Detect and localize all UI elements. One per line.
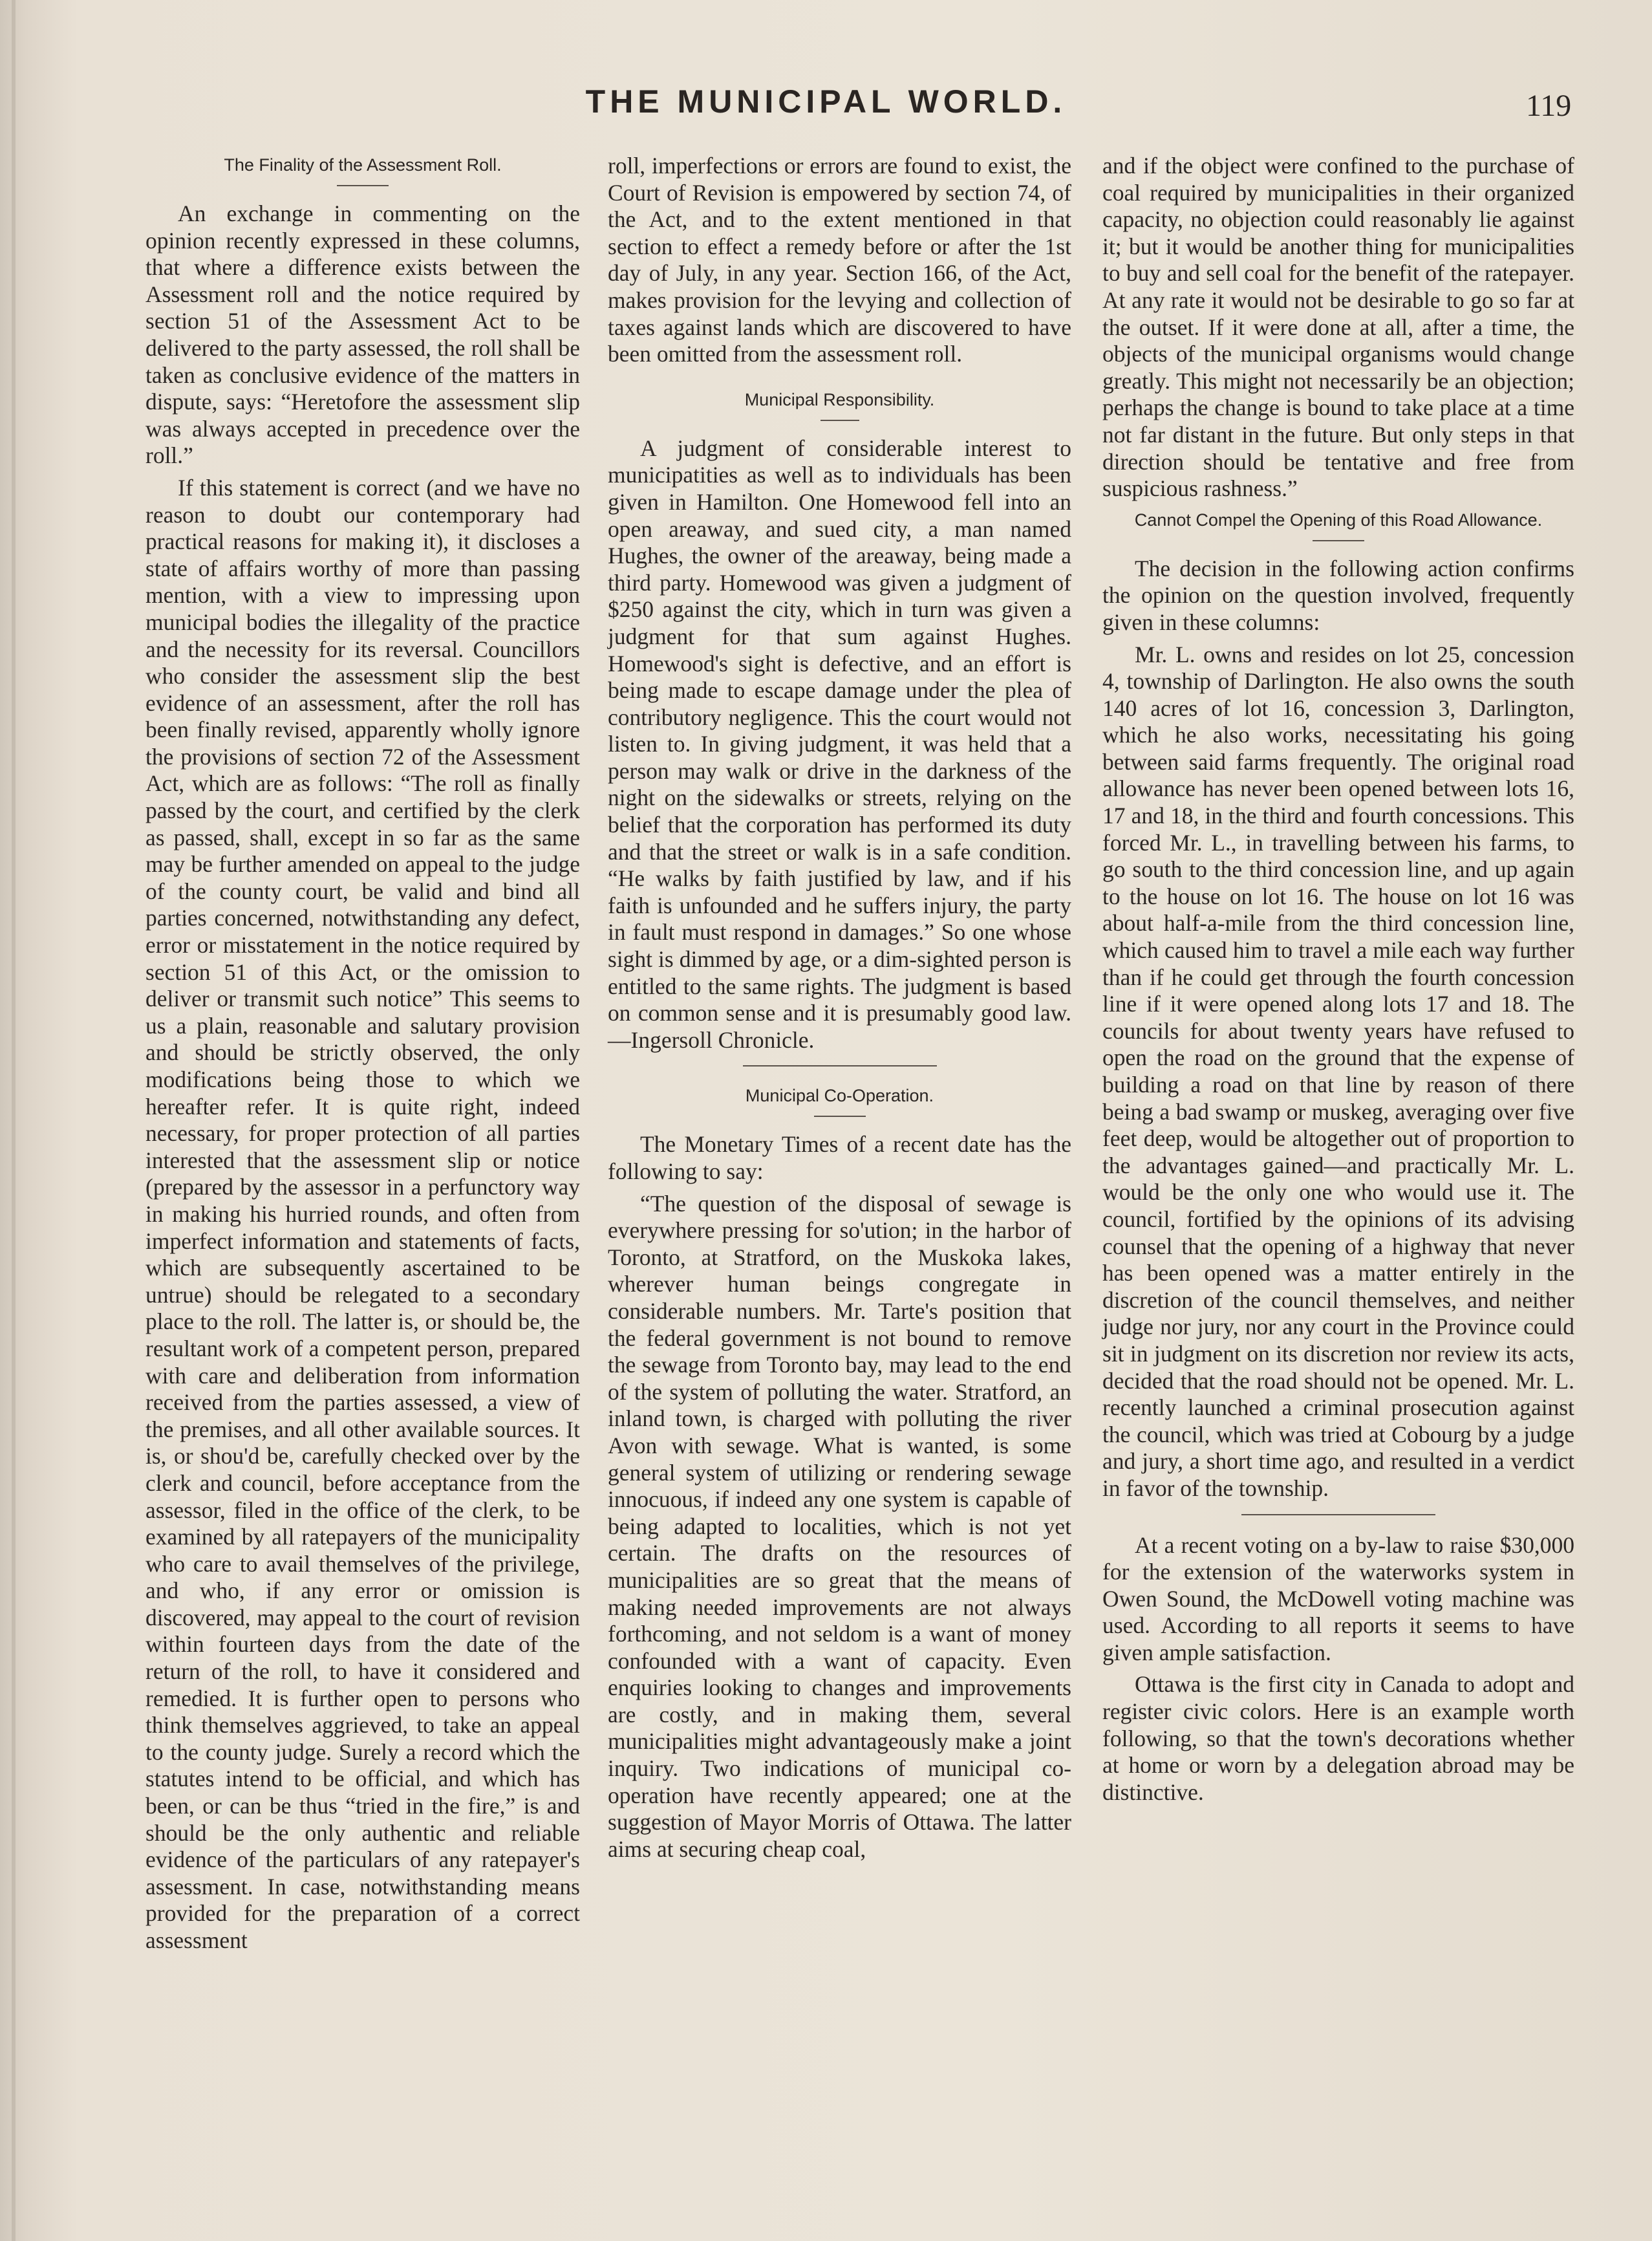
article-heading-responsibility: Municipal Responsibility. <box>744 389 935 409</box>
article-paragraph: and if the object were confined to the purchase of coal required by municipalities in their organized capacity, no objection could reasonably lie against it; but it would be another thing for municipalities to buy and sell coal for the benefit of the ratepayer. At any rate it would not be desirable to go so far at the outset. If it were done at all, after a time, the objects of the municipal organisms would change greatly. This might not necessarily be an objection; perhaps the change is bound to take place at a time not far distant in the future. But only steps in that direction should be tentative and free from suspicious rashness.” <box>1102 153 1574 502</box>
article-paragraph: If this statement is correct (and we have no reason to doubt our contemporary had practical reasons for making it), it discloses a state of affairs worthy of more than passing mention, with a view to impressing upon municipal bodies the illegality of the practice and the necessity for its reversal. Councillors who consider the assessment slip the best evidence of an assessment, after the roll has been finally revised, apparently wholly ignore the provisions of section 72 of the Assessment Act, which are as follows: “The roll as finally passed by the court, and certified by the clerk as passed, shall, except in so far as the same may be further amended on appeal to the judge of the county court, be valid and bind all parties concerned, notwithstanding any defect, error or misstatement in the notice required by section 51 of this Act, or the omission to deliver or transmit such notice” This seems to us a plain, reasonable and salutary provision and should be strictly observed, the only modifications being those to which we hereafter refer. It is quite right, indeed necessary, for proper protection of all parties interested that the assessment slip or notice (prepared by the assessor in a perfunctory way in making his hurried rounds, and often from imperfect information and statements of facts, which are subsequently ascertained to be untrue) should be relegated to a secondary place to the roll. The latter is, or should be, the resultant work of a competent person, prepared with care and deliberation from information received from the parties assessed, a view of the premises, and all other available sources. It is, or shou'd be, carefully checked over by the clerk and council, before acceptance from the assessor, filed in the office of the clerk, to be examined by all ratepayers of the municipality who care to avail themselves of the privilege, and who, if any error or omission is discovered, may appeal to the court of revision within fourteen days from the date of the return of the roll, to have it considered and remedied. It is further open to persons who think themselves aggrieved, to take an appeal to the county judge. Surely a record which the statutes intend to be official, and which has been, or can be thus “tried in the fire,” is and should be the only authentic and reliable evidence of the particulars of any ratepayer's assessment. In case, notwithstanding means provided for the preparation of a correct assessment <box>145 474 580 1953</box>
news-note-ottawa: Ottawa is the first city in Canada to adopt and register civic colors. Here is an example worth following, so that the town's decorations whether at home or worn by a delegation abroad may be distinctive. <box>1102 1671 1574 1805</box>
column-middle <box>608 153 1071 1868</box>
article-paragraph: The Monetary Times of a recent date has the following to say: <box>608 1131 1071 1184</box>
divider-rule <box>814 1116 866 1117</box>
masthead-title: THE MUNICIPAL WORLD. <box>585 83 1067 120</box>
article-heading-cooperation: Municipal Co-Operation. <box>745 1086 934 1106</box>
column-left <box>145 153 580 1960</box>
article-paragraph: An exchange in commenting on the opinion recently expressed in these columns, that where a difference exists between the Assessment roll and the notice required by section 51 of the Assessment Act to be delivered to the party assessed, the roll shall be taken as conclusive evidence of the matters in dispute, says: “Heretofore the assessment slip was always accepted in precedence over the roll.” <box>145 200 580 469</box>
article-paragraph: roll, imperfections or errors are found to exist, the Court of Revision is empowered by section 74, of the Act, and to the extent mentioned in that section to effect a remedy before or after the 1st day of July, in any year. Section 166, of the Act, makes provision for the levying and collection of taxes against lands which are discovered to have been omitted from the assessment roll. <box>608 153 1071 367</box>
page-number: 119 <box>1526 89 1572 123</box>
article-heading-finality: The Finality of the Assessment Roll. <box>224 155 502 175</box>
news-note-owen-sound: At a recent voting on a by-law to raise $30,000 for the extension of the waterworks system in Owen Sound, the McDowell voting machine was used. According to all reports it seems to have given ample satisfaction. <box>1102 1532 1574 1665</box>
article-heading-road: Cannot Compel the Opening of this Road Allowance. <box>1134 510 1543 530</box>
column-right <box>1102 153 1574 1811</box>
article-paragraph: “The question of the disposal of sewage is everywhere pressing for so'ution; in the harbor of Toronto, at Stratford, on the Muskoka lakes, wherever human beings congregate in considerable numbers. Mr. Tarte's position that the federal government is not bound to remove the sewage from Toronto bay, may lead to the end of the system of polluting the water. Stratford, an inland town, is charged with polluting the river Avon with sewage. What is wanted, is some general system of utilizing or rendering sewage innocuous, if indeed any one system is capable of being adapted to localities, which is not yet certain. The drafts on the resources of municipalities are so great that the means of making needed improvements are not always forthcoming, and not seldom is a want of money confounded with a want of capacity. Even enquiries looking to changes and improvements are costly, and in making them, several municipalities might advantageously make a joint inquiry. Two indications of municipal co-operation have recently appeared; one at the suggestion of Mayor Morris of Ottawa. The latter aims at securing cheap coal, <box>608 1190 1071 1862</box>
page-binding-edge <box>12 0 16 2241</box>
article-paragraph: Mr. L. owns and resides on lot 25, concession 4, township of Darlington. He also owns the south 140 acres of lot 16, concession 3, Darlington, which he also works, necessitating his going between said farms frequently. The original road allowance has never been opened between lots 16, 17 and 18, in the third and fourth concessions. This forced Mr. L., in travelling between his farms, to go south to the third concession line, and up again to the house on lot 16. The house on lot 16 was about half-a-mile from the third concession line, which caused him to travel a mile each way further than if he could get through the fourth concession line if it were opened along lots 17 and 18. The councils for about twenty years have refused to open the road on the ground that the expense of building a road on that line by reason of there being a bad swamp or muskeg, averaging over five feet deep, would be altogether out of proportion to the advantages gained—and practically Mr. L. would be the only one who would use it. The council, fortified by the opinions of its advising counsel that the opening of a highway that never has been opened was a matter entirely in the discretion of the council themselves, and neither judge nor jury, nor any court in the Province could sit in judgment on its discretion nor review its acts, decided that the road should not be opened. Mr. L. recently launched a criminal prosecution against the council, which was tried at Cobourg by a judge and jury, a short time ago, and resulted in a verdict in favor of the township. <box>1102 641 1574 1501</box>
divider-rule <box>1313 540 1364 541</box>
divider-rule <box>821 420 859 421</box>
divider-rule <box>337 185 389 186</box>
article-paragraph: A judgment of considerable interest to municipatities as well as to individuals has been given in Hamilton. One Homewood fell into an open areaway, and sued city, a man named Hughes, the owner of the areaway, being made a third party. Homewood was given a judgment of $250 against the city, which in turn was given a judgment for that sum against Hughes. Homewood's sight is defective, and an effort is being made to escape damage under the plea of contributory negligence. This the court would not listen to. In giving judgment, it was held that a person may walk or drive in the darkness of the night on the sidewalks or streets, relying on the belief that the corporation has performed its duty and that the street or walk is in a safe condition. “He walks by faith justified by law, and if his faith is unfounded and he suffers injury, the party in fault must respond in damages.” So one whose sight is dimmed by age, or a dim-sighted person is entitled to the same rights. The judgment is based on common sense and it is presumably good law.—Ingersoll Chronicle. <box>608 435 1071 1053</box>
divider-rule <box>743 1065 937 1066</box>
divider-rule <box>1241 1514 1435 1515</box>
article-paragraph: The decision in the following action confirms the opinion on the question involved, frequently given in these columns: <box>1102 555 1574 635</box>
